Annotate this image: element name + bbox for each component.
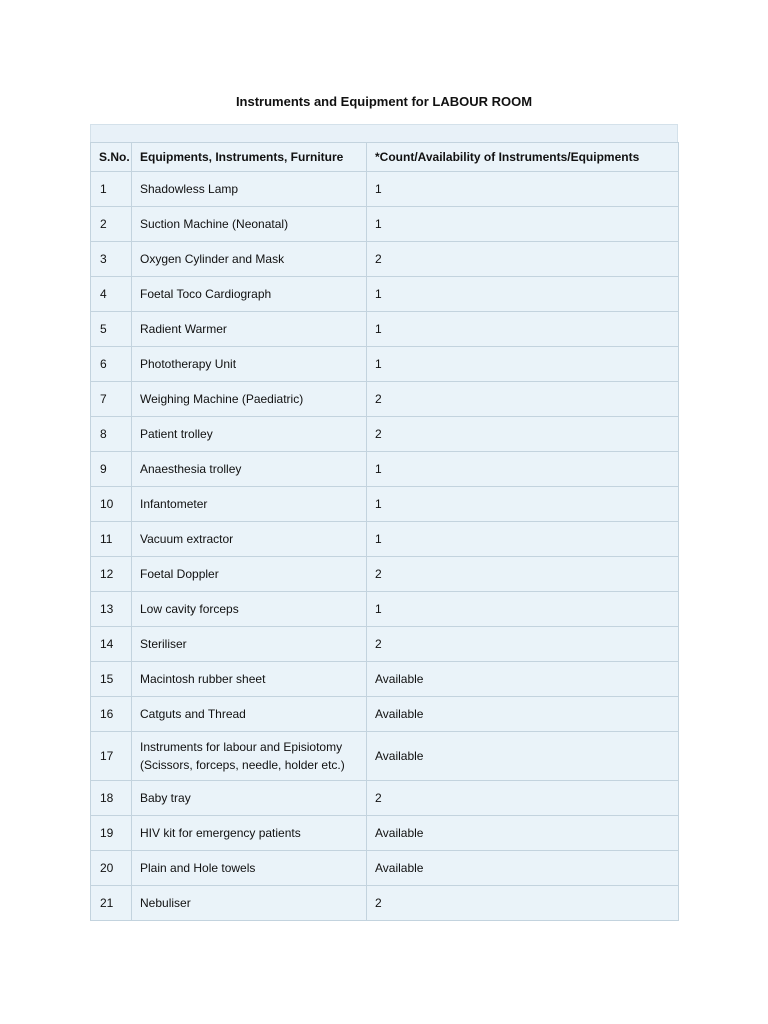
table-row xyxy=(91,662,679,697)
cell-count: 1 xyxy=(367,172,679,207)
cell-item: Plain and Hole towels xyxy=(132,851,367,886)
cell-sno: 16 xyxy=(91,697,132,732)
cell-item: Weighing Machine (Paediatric) xyxy=(132,382,367,417)
cell-item: Infantometer xyxy=(132,487,367,522)
table-row xyxy=(91,452,679,487)
cell-sno: 13 xyxy=(91,592,132,627)
cell-count: 1 xyxy=(367,277,679,312)
cell-sno: 10 xyxy=(91,487,132,522)
cell-sno: 21 xyxy=(91,886,132,921)
table-row xyxy=(91,592,679,627)
cell-count: Available xyxy=(367,662,679,697)
table-row xyxy=(91,417,679,452)
header-count: *Count/Availability of Instruments/Equipments xyxy=(367,143,679,172)
cell-sno: 6 xyxy=(91,347,132,382)
cell-sno: 3 xyxy=(91,242,132,277)
cell-sno: 15 xyxy=(91,662,132,697)
equipment-table xyxy=(90,142,679,921)
cell-count: 1 xyxy=(367,347,679,382)
cell-sno: 5 xyxy=(91,312,132,347)
cell-item: Foetal Doppler xyxy=(132,557,367,592)
cell-sno: 4 xyxy=(91,277,132,312)
cell-count: 2 xyxy=(367,242,679,277)
cell-sno: 11 xyxy=(91,522,132,557)
cell-count: 1 xyxy=(367,522,679,557)
cell-item: Shadowless Lamp xyxy=(132,172,367,207)
table-row xyxy=(91,816,679,851)
cell-count: 2 xyxy=(367,886,679,921)
table-top-band xyxy=(90,124,678,142)
cell-sno: 8 xyxy=(91,417,132,452)
cell-sno: 14 xyxy=(91,627,132,662)
header-item: Equipments, Instruments, Furniture xyxy=(132,143,367,172)
cell-item-line2: (Scissors, forceps, needle, holder etc.) xyxy=(140,758,345,772)
cell-item: Vacuum extractor xyxy=(132,522,367,557)
cell-item: Nebuliser xyxy=(132,886,367,921)
cell-item: Catguts and Thread xyxy=(132,697,367,732)
table-row xyxy=(91,851,679,886)
table-row xyxy=(91,781,679,816)
table-header-row xyxy=(91,143,679,172)
cell-sno: 19 xyxy=(91,816,132,851)
table-row xyxy=(91,277,679,312)
cell-item: Suction Machine (Neonatal) xyxy=(132,207,367,242)
cell-item: Anaesthesia trolley xyxy=(132,452,367,487)
cell-item: Oxygen Cylinder and Mask xyxy=(132,242,367,277)
cell-count: 1 xyxy=(367,592,679,627)
table-row xyxy=(91,207,679,242)
table-row xyxy=(91,382,679,417)
cell-count: 2 xyxy=(367,382,679,417)
equipment-table-container xyxy=(90,124,678,921)
cell-sno: 17 xyxy=(91,732,132,781)
header-sno: S.No. xyxy=(91,143,132,172)
cell-item: Phototherapy Unit xyxy=(132,347,367,382)
cell-sno: 7 xyxy=(91,382,132,417)
cell-item: Foetal Toco Cardiograph xyxy=(132,277,367,312)
cell-sno: 9 xyxy=(91,452,132,487)
cell-count: 2 xyxy=(367,781,679,816)
cell-count: 1 xyxy=(367,312,679,347)
table-row xyxy=(91,242,679,277)
cell-count: 2 xyxy=(367,557,679,592)
cell-count: 1 xyxy=(367,487,679,522)
cell-count: Available xyxy=(367,732,679,781)
cell-count: 2 xyxy=(367,627,679,662)
table-row xyxy=(91,172,679,207)
table-row xyxy=(91,522,679,557)
table-row xyxy=(91,347,679,382)
cell-count: 2 xyxy=(367,417,679,452)
cell-count: 1 xyxy=(367,207,679,242)
table-row xyxy=(91,627,679,662)
cell-item: Steriliser xyxy=(132,627,367,662)
cell-item: Macintosh rubber sheet xyxy=(132,662,367,697)
table-row xyxy=(91,886,679,921)
cell-item-line1: Instruments for labour and Episiotomy xyxy=(140,740,343,754)
cell-count: 1 xyxy=(367,452,679,487)
table-row xyxy=(91,697,679,732)
document-title: Instruments and Equipment for LABOUR ROOM xyxy=(235,94,533,109)
cell-item: Baby tray xyxy=(132,781,367,816)
table-row xyxy=(91,732,679,781)
cell-item xyxy=(132,732,367,781)
cell-sno: 18 xyxy=(91,781,132,816)
cell-sno: 2 xyxy=(91,207,132,242)
cell-item: HIV kit for emergency patients xyxy=(132,816,367,851)
cell-sno: 20 xyxy=(91,851,132,886)
table-row xyxy=(91,557,679,592)
table-row xyxy=(91,487,679,522)
cell-count: Available xyxy=(367,697,679,732)
cell-sno: 1 xyxy=(91,172,132,207)
cell-count: Available xyxy=(367,851,679,886)
cell-sno: 12 xyxy=(91,557,132,592)
cell-item: Low cavity forceps xyxy=(132,592,367,627)
cell-item: Patient trolley xyxy=(132,417,367,452)
cell-item: Radient Warmer xyxy=(132,312,367,347)
table-row xyxy=(91,312,679,347)
cell-count: Available xyxy=(367,816,679,851)
